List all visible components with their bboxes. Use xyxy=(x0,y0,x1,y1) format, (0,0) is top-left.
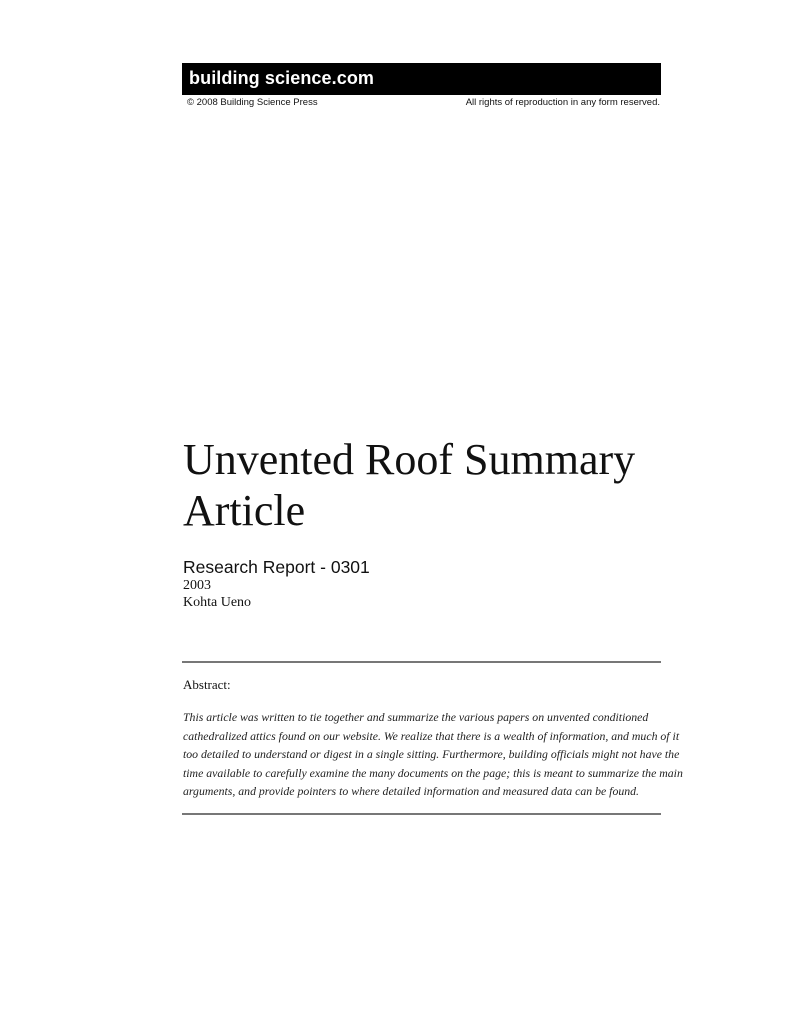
report-number: Research Report - 0301 xyxy=(183,557,370,577)
document-title: Unvented Roof Summary Article xyxy=(183,435,636,535)
brand-logo-text: building science.com xyxy=(189,68,375,88)
abstract-top-divider xyxy=(182,661,661,663)
brand-banner xyxy=(182,63,661,95)
copyright-notice: © 2008 Building Science Press xyxy=(187,97,318,108)
rights-notice: All rights of reproduction in any form reserved. xyxy=(465,97,660,108)
publication-year: 2003 xyxy=(183,578,211,593)
author-name: Kohta Ueno xyxy=(183,595,252,610)
abstract-label: Abstract: xyxy=(183,677,231,692)
abstract-bottom-divider xyxy=(182,813,661,815)
abstract-text: This article was written to tie together and summarize the various papers on unvented conditioned cathedralized attics found on our website. We realize that there is a wealth of information, and much of it too detailed to understand or digest in a single sitting. Furthermore, building officials might not have the time available to carefully examine the many documents on the page; this is meant to summarize the main arguments, and provide pointers to where detailed information and measured data can be found. xyxy=(183,710,683,798)
